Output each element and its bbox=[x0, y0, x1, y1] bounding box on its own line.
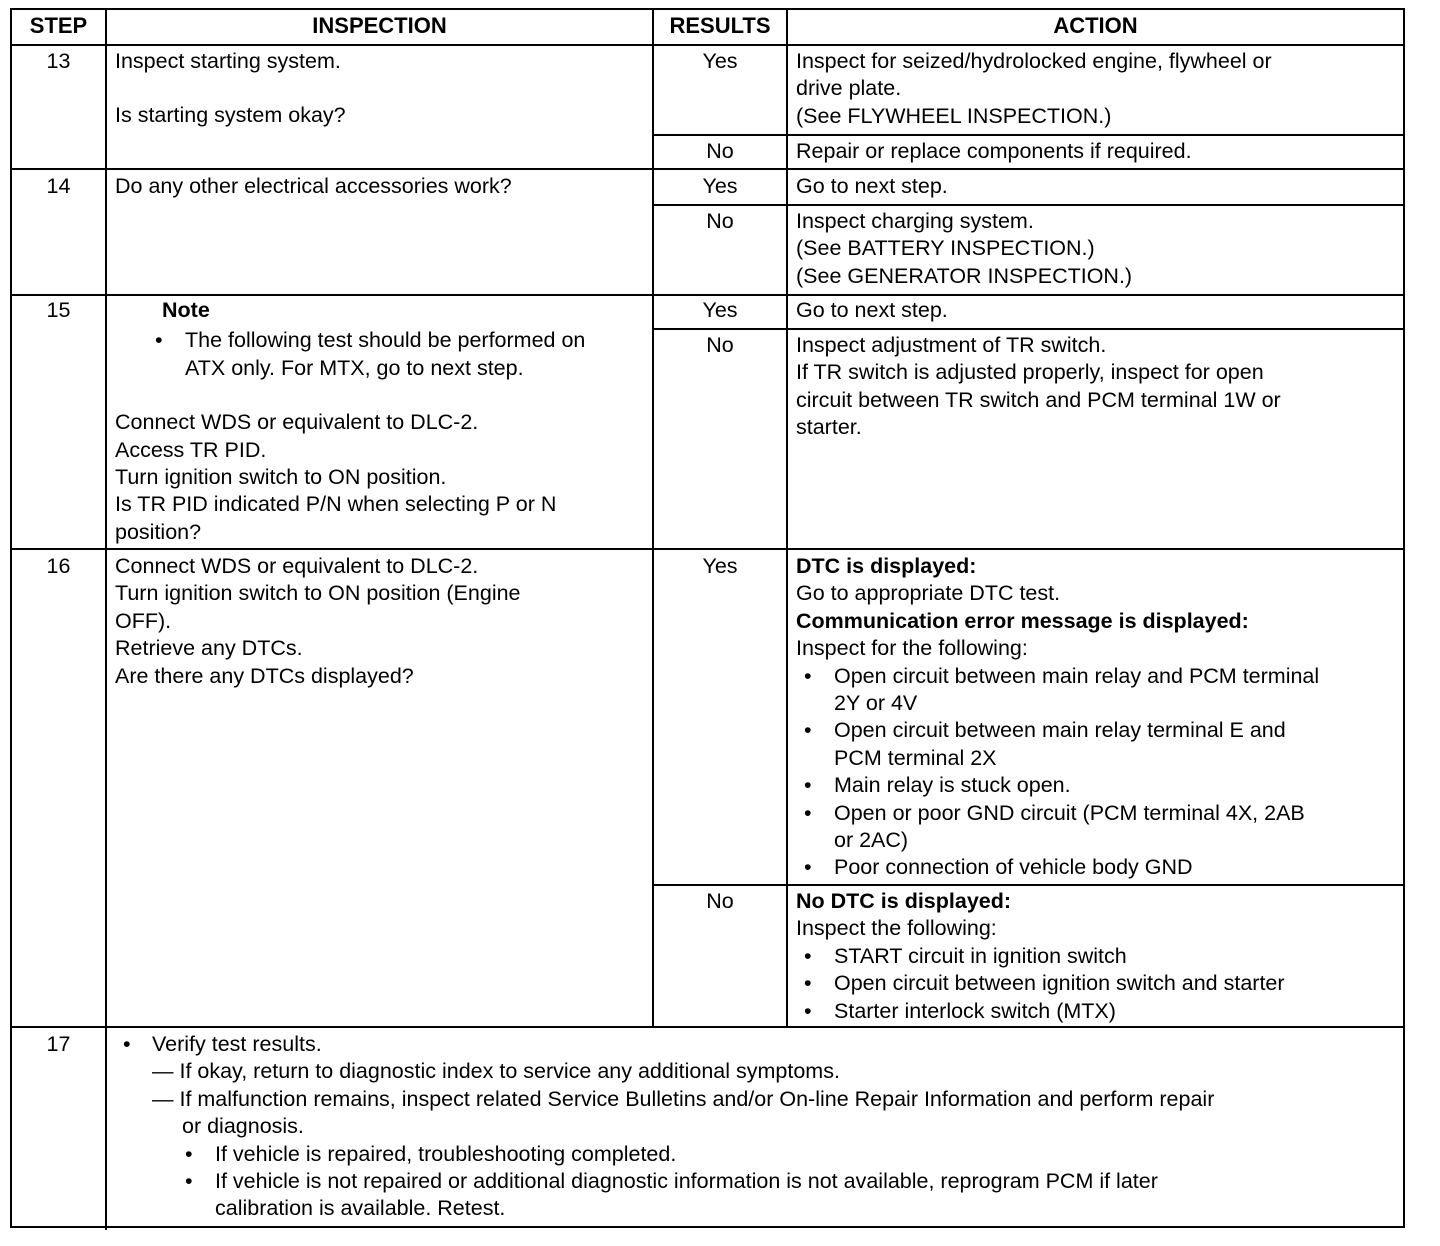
text-line: — If malfunction remains, inspect related Service Bulletins and/or On-line Repair Information and perform repair bbox=[152, 1086, 1215, 1111]
text-line: Turn ignition switch to ON position. bbox=[115, 465, 447, 490]
text-line: starter. bbox=[796, 415, 862, 440]
text-line: Turn ignition switch to ON position (Engine bbox=[115, 581, 521, 606]
row-divider bbox=[12, 168, 1403, 170]
step-number: 16 bbox=[46, 554, 71, 578]
text-line: • Main relay is stuck open. bbox=[834, 773, 1071, 798]
diagnostic-table bbox=[10, 8, 1405, 1228]
subrow-divider bbox=[653, 328, 1403, 330]
result-yes: Yes bbox=[702, 298, 738, 322]
subrow-divider bbox=[653, 204, 1403, 206]
text-line: or 2AC) bbox=[834, 828, 909, 853]
inspection-text bbox=[115, 297, 650, 546]
text-line: ATX only. For MTX, go to next step. bbox=[185, 355, 524, 380]
text-line: (See FLYWHEEL INSPECTION.) bbox=[796, 103, 1112, 128]
text-line: Is starting system okay? bbox=[115, 103, 346, 128]
text-line: or diagnosis. bbox=[182, 1114, 304, 1139]
bullet-item bbox=[177, 1168, 1400, 1223]
header-inspection: INSPECTION bbox=[312, 13, 447, 38]
text-line: circuit between TR switch and PCM terminal 1W or bbox=[796, 387, 1281, 412]
result-no: No bbox=[706, 209, 734, 233]
action-text bbox=[796, 553, 1401, 882]
result-no: No bbox=[706, 139, 734, 163]
step-number: 15 bbox=[46, 298, 71, 322]
bullet-item: • Starter interlock switch (MTX) bbox=[796, 998, 1401, 1025]
text-line: • Open circuit between main relay terminal E and bbox=[834, 718, 1286, 743]
action-heading: Communication error message is displayed: bbox=[796, 608, 1249, 633]
col-divider bbox=[105, 1026, 107, 1230]
bullet-item bbox=[796, 717, 1401, 772]
step-number: 14 bbox=[46, 174, 71, 198]
text-line: 2Y or 4V bbox=[834, 691, 918, 716]
text-line: Connect WDS or equivalent to DLC-2. bbox=[115, 410, 479, 435]
bullet-item: • Open circuit between ignition switch and starter bbox=[796, 970, 1401, 997]
text-line: Inspect starting system. bbox=[115, 49, 341, 73]
text-line: • If vehicle is repaired, troubleshooting completed. bbox=[215, 1141, 677, 1166]
verification-text bbox=[115, 1031, 1400, 1223]
action-text: Go to next step. bbox=[796, 174, 948, 198]
result-yes: Yes bbox=[702, 49, 738, 73]
text-line: Is TR PID indicated P/N when selecting P or N bbox=[115, 492, 557, 517]
row-divider bbox=[12, 294, 1403, 296]
text-line: position? bbox=[115, 519, 202, 544]
result-no: No bbox=[706, 333, 734, 357]
inspection-text bbox=[115, 553, 650, 690]
text-line: Go to appropriate DTC test. bbox=[796, 581, 1061, 606]
bullet-item bbox=[796, 663, 1401, 718]
text-line: PCM terminal 2X bbox=[834, 745, 997, 770]
inspection-text bbox=[115, 48, 645, 130]
text-line: OFF). bbox=[115, 608, 172, 633]
bullet-icon: • bbox=[155, 328, 163, 353]
text-line: Are there any DTCs displayed? bbox=[115, 663, 414, 688]
action-text bbox=[796, 48, 1396, 130]
row-divider bbox=[12, 44, 1403, 46]
text-line: • Open or poor GND circuit (PCM terminal 4X, 2AB bbox=[834, 800, 1305, 825]
step-number: 17 bbox=[46, 1032, 71, 1056]
bullet-item bbox=[796, 800, 1401, 855]
text-line: drive plate. bbox=[796, 76, 902, 101]
bullet-item bbox=[796, 854, 1401, 881]
text-line: Inspect adjustment of TR switch. bbox=[796, 333, 1107, 357]
bullet-item: • START circuit in ignition switch bbox=[796, 943, 1401, 970]
step-number: 13 bbox=[46, 49, 71, 73]
text-line: — If okay, return to diagnostic index to service any additional symptoms. bbox=[152, 1059, 840, 1084]
note-title: Note bbox=[162, 298, 210, 322]
text-line: • If vehicle is not repaired or additional diagnostic information is not available, reprogram PCM if later bbox=[215, 1169, 1158, 1194]
action-text: Go to next step. bbox=[796, 298, 948, 322]
col-divider bbox=[786, 10, 788, 1026]
result-yes: Yes bbox=[702, 554, 738, 578]
inspection-text: Do any other electrical accessories work? bbox=[115, 174, 512, 198]
action-text bbox=[796, 888, 1401, 1025]
text-line: (See BATTERY INSPECTION.) bbox=[796, 236, 1095, 261]
text-line: Inspect for seized/hydrolocked engine, flywheel or bbox=[796, 49, 1272, 73]
action-heading: No DTC is displayed: bbox=[796, 889, 1012, 913]
bullet-item: • Verify test results. bbox=[115, 1031, 1400, 1058]
text-line: Inspect for the following: bbox=[796, 636, 1028, 661]
text-line: • Poor connection of vehicle body GND bbox=[834, 855, 1193, 880]
subrow-divider bbox=[653, 134, 1403, 136]
bullet-item bbox=[796, 772, 1401, 799]
header-action: ACTION bbox=[1053, 13, 1138, 38]
text-line: Inspect the following: bbox=[796, 916, 997, 941]
text-line: The following test should be performed on bbox=[185, 328, 586, 353]
col-divider bbox=[105, 10, 107, 1026]
action-text bbox=[796, 332, 1396, 442]
text-line: calibration is available. Retest. bbox=[215, 1196, 506, 1221]
subrow-divider bbox=[653, 884, 1403, 886]
action-heading: DTC is displayed: bbox=[796, 554, 977, 578]
action-text: Repair or replace components if required. bbox=[796, 139, 1192, 163]
text-line: Access TR PID. bbox=[115, 437, 267, 462]
header-step: STEP bbox=[29, 13, 88, 38]
text-line: If TR switch is adjusted properly, inspect for open bbox=[796, 360, 1264, 385]
header-results: RESULTS bbox=[669, 13, 771, 38]
text-line: • Open circuit between main relay and PCM terminal bbox=[834, 663, 1320, 688]
text-line: Connect WDS or equivalent to DLC-2. bbox=[115, 554, 479, 578]
text-line: Retrieve any DTCs. bbox=[115, 636, 303, 661]
note-bullet bbox=[115, 327, 650, 382]
row-divider bbox=[12, 1026, 1403, 1028]
result-no: No bbox=[706, 889, 734, 913]
dash-item bbox=[115, 1086, 1400, 1141]
bullet-item bbox=[177, 1141, 1400, 1168]
text-line: Inspect charging system. bbox=[796, 209, 1034, 233]
action-text bbox=[796, 208, 1396, 290]
row-divider bbox=[12, 548, 1403, 550]
result-yes: Yes bbox=[702, 174, 738, 198]
text-line: (See GENERATOR INSPECTION.) bbox=[796, 263, 1133, 288]
